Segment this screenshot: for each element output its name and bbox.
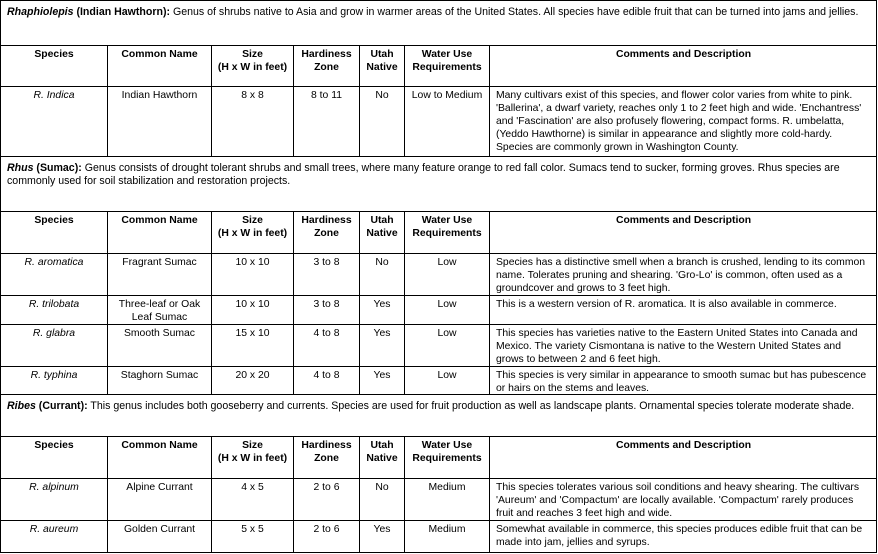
species-cell: R. trilobata	[1, 296, 108, 324]
native-cell: No	[360, 87, 405, 156]
genus-name: Ribes	[7, 400, 36, 412]
comments-cell: Many cultivars exist of this species, and flower color varies from white to pink. 'Ballerina', a dwarf variety, reaches only 1 to 2 feet high and wide. 'Enchantress' and 'Fascination' are also profusely flowering, compact forms. R. umbelatta,(Yeddo Hawthorne) is similar in appearance and slightly more cold-hardy. Species are commonly grown in Washington County.	[496, 90, 862, 153]
header-size: Size (H x W in feet)	[212, 46, 294, 86]
common-name-cell: Smooth Sumac	[108, 325, 212, 366]
zone-cell: 4 to 8	[294, 325, 360, 366]
table-row	[1, 479, 877, 521]
header-size: Size (H x W in feet)	[212, 437, 294, 478]
native-cell: Yes	[360, 521, 405, 552]
size-cell: 20 x 20	[212, 367, 294, 394]
species-cell: R. aureum	[1, 521, 108, 552]
zone-cell: 3 to 8	[294, 254, 360, 295]
comments-cell: This species has varieties native to the Eastern United States into Canada and Mexico. The variety Cismontana is native to the Western United States and grows to between 2 and 6 feet high.	[496, 328, 858, 365]
header-comments: Comments and Description	[615, 49, 752, 60]
genus-common: (Currant):	[35, 400, 88, 412]
water-cell: Low	[405, 325, 490, 366]
size-cell: 10 x 10	[212, 254, 294, 295]
genus-description: This genus includes both gooseberry and currents. Species are used for fruit production as well as landscape plants. Ornamental species tolerate moderate shade.	[87, 400, 855, 412]
genus-rhaphiolepis	[1, 1, 877, 46]
genus-rhus	[1, 157, 877, 212]
zone-cell: 2 to 6	[294, 479, 360, 520]
zone-cell: 2 to 6	[294, 521, 360, 552]
size-cell: 5 x 5	[212, 521, 294, 552]
native-cell: Yes	[360, 325, 405, 366]
table-row	[1, 367, 877, 395]
header-comments: Comments and Description	[615, 215, 752, 226]
zone-cell: 8 to 11	[294, 87, 360, 156]
water-cell: Low	[405, 367, 490, 394]
header-native: Utah Native	[360, 46, 405, 86]
native-cell: Yes	[360, 296, 405, 324]
header-native: Utah Native	[360, 437, 405, 478]
water-cell: Medium	[405, 521, 490, 552]
species-cell: R. typhina	[1, 367, 108, 394]
header-row	[1, 212, 877, 254]
table-row	[1, 87, 877, 157]
table-row	[1, 296, 877, 325]
comments-cell: Somewhat available in commerce, this species produces edible fruit that can be made into jam, jellies and syrups.	[496, 524, 863, 548]
comments-cell: Species has a distinctive smell when a branch is crushed, lending to its common name. Tolerates pruning and shearing. 'Gro-Lo' is common, often used as a groundcover and grows to 3 feet high.	[496, 257, 866, 294]
header-hardiness: Hardiness Zone	[294, 437, 360, 478]
genus-common: (Sumac):	[33, 162, 82, 174]
common-name-cell: Golden Currant	[108, 521, 212, 552]
species-cell: R. Indica	[1, 87, 108, 156]
header-common-name: Common Name	[108, 46, 212, 86]
header-water: Water Use Requirements	[405, 46, 490, 86]
size-cell: 10 x 10	[212, 296, 294, 324]
genus-name: Rhus	[7, 162, 34, 174]
size-cell: 4 x 5	[212, 479, 294, 520]
header-row	[1, 46, 877, 87]
native-cell: No	[360, 254, 405, 295]
comments-cell: This species is very similar in appearance to smooth sumac but has pubescence or hairs on the stems and leaves.	[496, 370, 867, 394]
comments-cell: This is a western version of R. aromatica. It is also available in commerce.	[496, 299, 837, 310]
header-comments: Comments and Description	[615, 440, 752, 451]
header-water: Water Use Requirements	[405, 437, 490, 478]
water-cell: Medium	[405, 479, 490, 520]
size-cell: 15 x 10	[212, 325, 294, 366]
size-cell: 8 x 8	[212, 87, 294, 156]
header-row	[1, 437, 877, 479]
header-hardiness: Hardiness Zone	[294, 212, 360, 253]
genus-description: Genus consists of drought tolerant shrubs and small trees, where many feature orange to red fall color. Sumacs tend to sucker, forming groves. Rhus species are commonly used for soil stabilization and restoration projects.	[7, 162, 840, 187]
header-hardiness: Hardiness Zone	[294, 46, 360, 86]
header-species: Species	[1, 46, 108, 86]
genus-description: Genus of shrubs native to Asia and grow in warmer areas of the United States. All species have edible fruit that can be turned into jams and jellies.	[170, 6, 859, 18]
header-native: Utah Native	[360, 212, 405, 253]
comments-cell: This species tolerates various soil conditions and heavy shearing. The cultivars 'Aureum' and 'Compactum' are locally available. 'Compactum' rarely produces fruit and reaches 3 feet high and wide.	[496, 482, 860, 519]
common-name-cell: Three-leaf or Oak Leaf Sumac	[108, 296, 212, 324]
zone-cell: 4 to 8	[294, 367, 360, 394]
species-cell: R. alpinum	[1, 479, 108, 520]
header-species: Species	[1, 212, 108, 253]
header-common-name: Common Name	[108, 212, 212, 253]
species-cell: R. glabra	[1, 325, 108, 366]
genus-name: Rhaphiolepis	[7, 6, 74, 18]
header-species: Species	[1, 437, 108, 478]
water-cell: Low	[405, 296, 490, 324]
header-common-name: Common Name	[108, 437, 212, 478]
genus-ribes	[1, 395, 877, 437]
common-name-cell: Fragrant Sumac	[108, 254, 212, 295]
header-size: Size (H x W in feet)	[212, 212, 294, 253]
species-cell: R. aromatica	[1, 254, 108, 295]
native-cell: Yes	[360, 367, 405, 394]
table-row	[1, 254, 877, 296]
water-cell: Low	[405, 254, 490, 295]
header-water: Water Use Requirements	[405, 212, 490, 253]
table-row	[1, 521, 877, 553]
zone-cell: 3 to 8	[294, 296, 360, 324]
table-row	[1, 325, 877, 367]
common-name-cell: Indian Hawthorn	[108, 87, 212, 156]
common-name-cell: Alpine Currant	[108, 479, 212, 520]
common-name-cell: Staghorn Sumac	[108, 367, 212, 394]
genus-common: (Indian Hawthorn):	[73, 6, 171, 18]
water-cell: Low to Medium	[405, 87, 490, 156]
native-cell: No	[360, 479, 405, 520]
